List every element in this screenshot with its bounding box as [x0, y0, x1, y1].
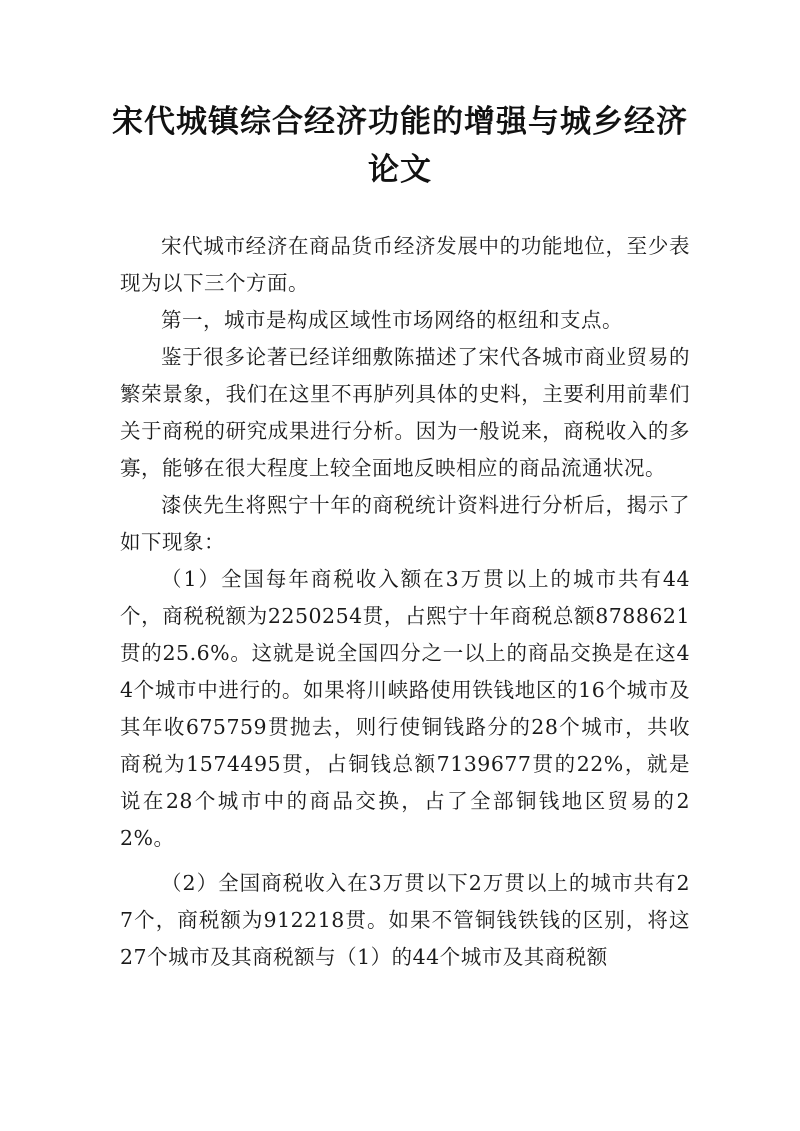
document-body [120, 228, 690, 976]
title-line-1: 宋代城镇综合经济功能的增强与城乡经济 [112, 104, 688, 140]
paragraph-intro: 宋代城市经济在商品货币经济发展中的功能地位，至少表现为以下三个方面。 [120, 234, 690, 295]
page-title [110, 98, 690, 194]
paragraph-item-1: （1）全国每年商税收入额在3万贯以上的城市共有44个，商税税额为2250254贯，占熙宁十年商税总额8788621贯的25.6%。这就是说全国四分之一以上的商品交换是在这44个城市中进行的。如果将川峡路使用铁钱地区的16个城市及其年收675759贯抛去，则行使铜钱路分的28个城市，共收商税为1574495贯，占铜钱总额7139677贯的22%，就是说在28个城市中的商品交换，占了全部铜钱地区贸易的22%。 [120, 567, 690, 850]
paragraph-tax-analysis: 鉴于很多论著已经详细敷陈描述了宋代各城市商业贸易的繁荣景象，我们在这里不再胪列具体的史料，主要利用前辈们关于商税的研究成果进行分析。因为一般说来，商税收入的多寡，能够在很大程度上较全面地反映相应的商品流通状况。 [120, 345, 690, 480]
paragraph-qixia: 漆侠先生将熙宁十年的商税统计资料进行分析后，揭示了如下现象： [120, 493, 690, 554]
title-line-2: 论文 [368, 152, 432, 188]
paragraph-first-point: 第一，城市是构成区域性市场网络的枢纽和支点。 [161, 308, 623, 332]
paragraph-item-2: （2）全国商税收入在3万贯以下2万贯以上的城市共有27个，商税额为912218贯。如果不管铜钱铁钱的区别，将这27个城市及其商税额与（1）的44个城市及其商税额 [120, 871, 690, 969]
